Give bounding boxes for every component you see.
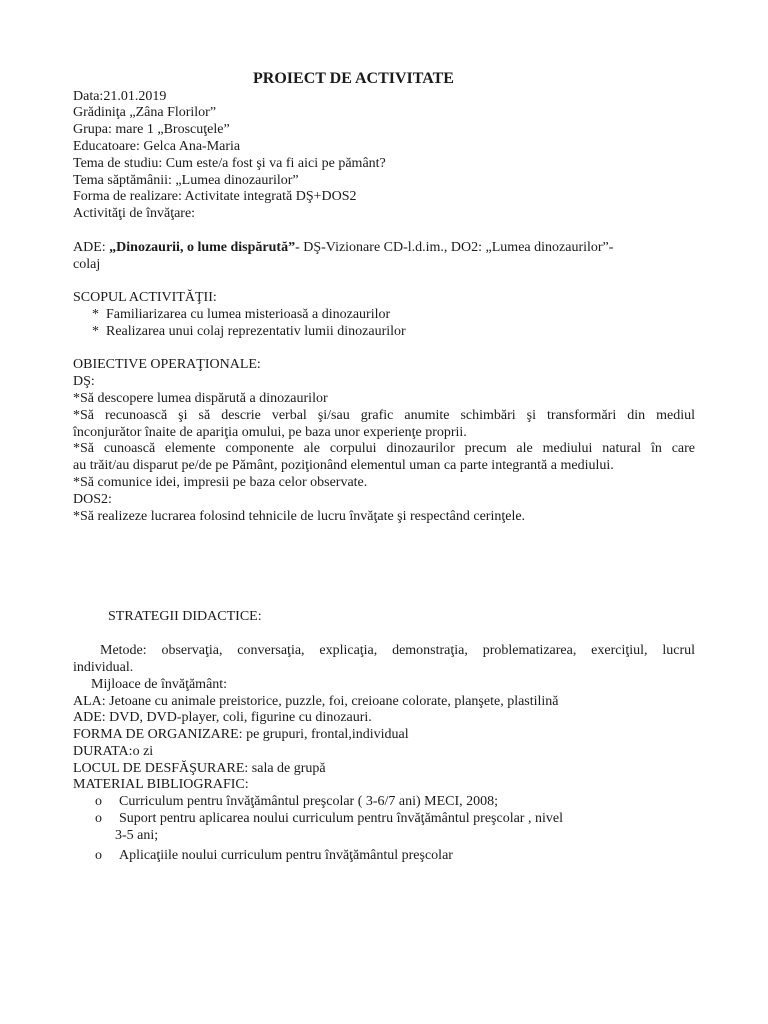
document-title: PROIECT DE ACTIVITATE: [253, 70, 454, 87]
study-theme-line: Tema de studiu: Cum este/a fost şi va fi aici pe pământ?: [73, 156, 386, 171]
dos2-item: *Să realizeze lucrarea folosind tehnicile de lucru învăţate şi respectând cerinţele.: [73, 509, 526, 524]
bibliography-item: Suport pentru aplicarea noului curriculum pentru învăţământul preşcolar , nivel: [119, 811, 563, 826]
organization-label: FORMA DE ORGANIZARE:: [73, 727, 243, 742]
learning-activities-line: Activităţi de învăţare:: [73, 206, 196, 221]
objective-item: *Să cunoască elemente componente ale corpului dinozaurilor precum ale mediului natural în care: [73, 441, 695, 456]
dos2-label: DOS2:: [73, 492, 112, 507]
scope-item: * Familiarizarea cu lumea misterioasă a dinozaurilor: [92, 307, 391, 322]
objective-item: *Să comunice idei, impresii pe baza celor observate.: [73, 475, 368, 490]
ade-title: „Dinozaurii, o lume dispărută”: [109, 240, 296, 255]
bullet-marker: o: [95, 811, 102, 826]
objective-item: *Să recunoască şi să descrie verbal şi/sau grafic anumite schimbări şi transformări din mediul: [73, 408, 695, 423]
bullet-marker: o: [95, 794, 102, 809]
bullet-marker: o: [95, 848, 102, 863]
ds-label: DŞ:: [73, 374, 95, 389]
duration-label: DURATA:: [73, 744, 133, 759]
bibliography-item-continuation: 3-5 ani;: [115, 828, 159, 843]
bibliography-heading: MATERIAL BIBLIOGRAFIC:: [73, 777, 249, 792]
location-line: [73, 761, 326, 778]
ade-prefix: ADE:: [73, 240, 110, 255]
scope-heading: SCOPUL ACTIVITĂŢII:: [73, 290, 217, 305]
organization-line: [73, 727, 409, 744]
bibliography-item: Aplicaţiile noului curriculum pentru învăţământul preşcolar: [119, 848, 453, 863]
objectives-heading: OBIECTIVE OPERAŢIONALE:: [73, 357, 261, 372]
resources-heading: Mijloace de învăţământ:: [91, 677, 228, 692]
strategies-heading: STRATEGII DIDACTICE:: [108, 609, 262, 624]
ala-line: ALA: Jetoane cu animale preistorice, puzzle, foi, creioane colorate, planşete, plastilină: [73, 694, 559, 709]
scope-item: * Realizarea unui colaj reprezentativ lumii dinozaurilor: [92, 324, 406, 339]
duration-line: [73, 744, 153, 761]
methods-line: Metode: observaţia, conversaţia, explicaţia, demonstraţia, problematizarea, exerciţiul, lucrul: [100, 643, 695, 658]
ade-resources-line: ADE: DVD, DVD-player, coli, figurine cu dinozauri.: [73, 710, 372, 725]
objective-item: au trăit/au disparut pe/de pe Pământ, poziţionând elementul uman ca parte integrantă a mediului.: [73, 458, 614, 473]
group-line: Grupa: mare 1 „Broscuţele”: [73, 122, 230, 137]
organization-value: pe grupuri, frontal,individual: [242, 727, 409, 742]
week-theme-line: Tema săptămânii: „Lumea dinozaurilor”: [73, 173, 299, 188]
realization-form-line: Forma de realizare: Activitate integrată DŞ+DOS2: [73, 189, 357, 204]
ade-line: [73, 240, 613, 257]
objective-item: *Să descopere lumea dispărută a dinozaurilor: [73, 391, 328, 406]
teacher-line: Educatoare: Gelca Ana-Maria: [73, 139, 241, 154]
bibliography-item: Curriculum pentru învăţământul preşcolar ( 3-6/7 ani) MECI, 2008;: [119, 794, 499, 809]
ade-continuation: colaj: [73, 257, 101, 272]
ade-rest: - DŞ-Vizionare CD-l.d.im., DO2: „Lumea dinozaurilor”-: [295, 240, 614, 255]
duration-value: o zi: [132, 744, 154, 759]
location-label: LOCUL DE DESFĂŞURARE:: [73, 761, 249, 776]
date-line: Data:21.01.2019: [73, 89, 167, 104]
location-value: sala de grupă: [248, 761, 326, 776]
methods-continuation: individual.: [73, 660, 134, 675]
objective-item: înconjurător înaite de apariţia omului, pe baza unor experienţe proprii.: [73, 425, 467, 440]
kindergarten-line: Grădiniţa „Zâna Florilor”: [73, 105, 217, 120]
